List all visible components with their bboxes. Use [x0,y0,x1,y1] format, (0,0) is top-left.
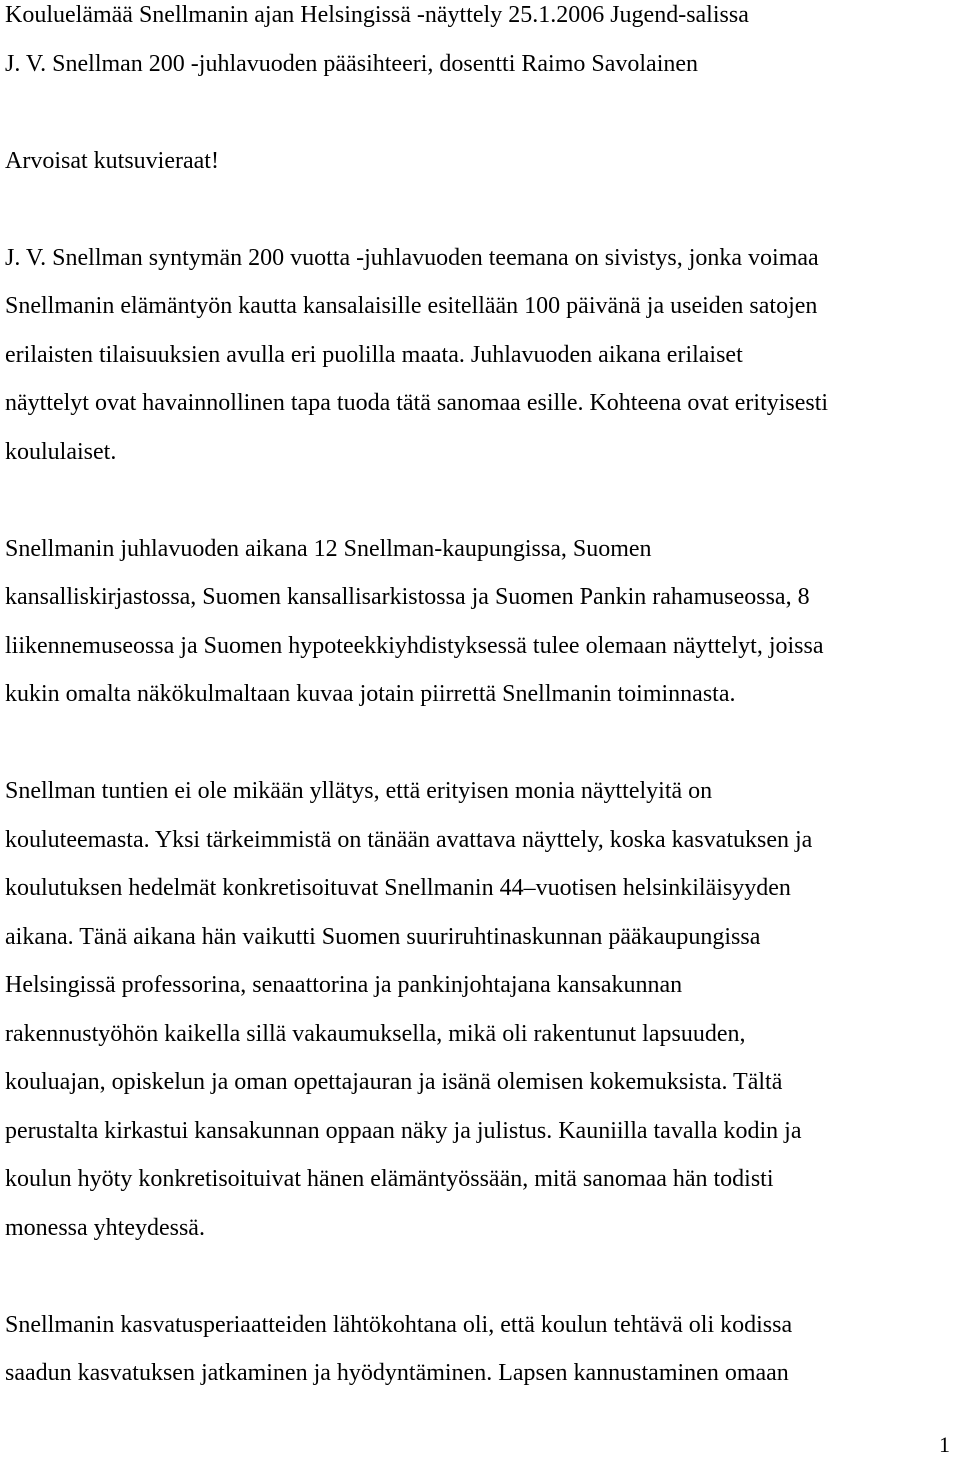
body-paragraph-1: J. V. Snellman syntymän 200 vuotta -juhlavuoden teemana on sivistys, jonka voimaa Snellmanin elämäntyön kautta kansalaisille esitellään 100 päivänä ja useiden satojen erilaisten tilaisuuksien avulla eri puolilla maata. Juhlavuoden aikana erilaiset näyttelyt ovat havainnollinen tapa tuoda tätä sanomaa esille. Kohteena ovat erityisesti koululaiset. [5,244,829,465]
document-body [5,0,955,1398]
salutation-paragraph: Arvoisat kutsuvieraat! [5,147,219,174]
page-number: 1 [939,1432,950,1457]
heading-paragraph: Kouluelämää Snellmanin ajan Helsingissä -näyttely 25.1.2006 Jugend-salissa J. V. Snellman 200 -juhlavuoden pääsihteeri, dosentti Raimo Savolainen [5,2,749,77]
body-paragraph-4: Snellmanin kasvatusperiaatteiden lähtökohtana oli, että koulun tehtävä oli kodissa saadun kasvatuksen jatkaminen ja hyödyntäminen. Lapsen kannustaminen omaan [5,1311,793,1386]
body-paragraph-3: Snellman tuntien ei ole mikään yllätys, että erityisen monia näyttelyitä on kouluteemasta. Yksi tärkeimmistä on tänään avattava näyttely, koska kasvatuksen ja koulutuksen hedelmät konkretisoituvat Snellmanin 44–vuotisen helsinkiläisyyden aikana. Tänä aikana hän vaikutti Suomen suuriruhtinaskunnan pääkaupungissa Helsingissä professorina, senaattorina ja pankinjohtajana kansakunnan rakennustyöhön kaikella sillä vakaumuksella, mikä oli rakentunut lapsuuden, kouluajan, opiskelun ja oman opettajauran ja isänä olemisen kokemuksista. Tältä perustalta kirkastui kansakunnan oppaan näky ja julistus. Kauniilla tavalla kodin ja koulun hyöty konkretisoituivat hänen elämäntyössään, mitä sanomaa hän todisti monessa yhteydessä. [5,778,813,1241]
body-paragraph-2: Snellmanin juhlavuoden aikana 12 Snellman-kaupungissa, Suomen kansalliskirjastossa, Suomen kansallisarkistossa ja Suomen Pankin rahamuseossa, 8 liikennemuseossa ja Suomen hypoteekkiyhdistyksessä tulee olemaan näyttelyt, joissa kukin omalta näkökulmaltaan kuvaa jotain piirrettä Snellmanin toiminnasta. [5,535,824,707]
